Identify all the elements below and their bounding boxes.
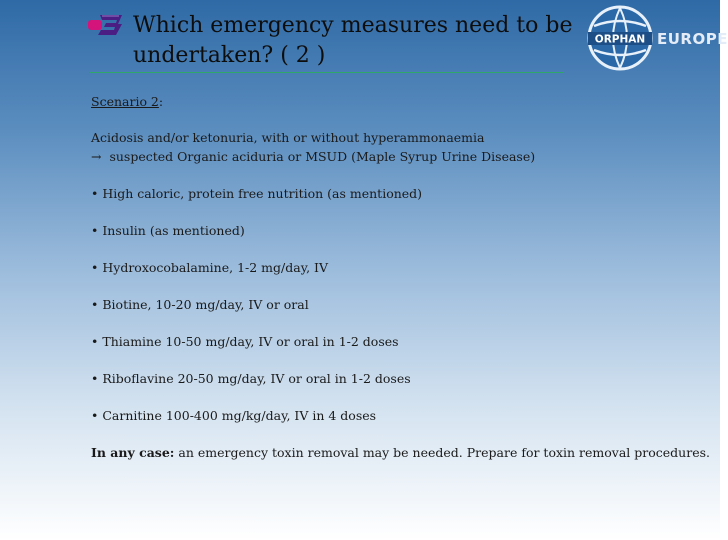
conclusion xyxy=(91,445,710,460)
bullet-icon: • xyxy=(91,334,99,349)
scenario-colon: : xyxy=(158,94,164,109)
suspected-line xyxy=(91,149,535,164)
scenario-description: Acidosis and/or ketonuria, with or without hyperammonaemia xyxy=(91,130,485,145)
list-item xyxy=(91,297,309,312)
measure-text: Insulin (as mentioned) xyxy=(102,223,245,238)
bullet-icon: • xyxy=(91,371,99,386)
title-line-2: undertaken? ( 2 ) xyxy=(133,43,326,68)
measure-text: Biotine, 10-20 mg/day, IV or oral xyxy=(102,297,309,312)
measure-text: Riboflavine 20-50 mg/day, IV or oral in 1-2 doses xyxy=(102,371,411,386)
list-item xyxy=(91,334,399,349)
scenario-label: Scenario 2 xyxy=(91,94,159,109)
measure-text: Carnitine 100-400 mg/kg/day, IV in 4 doses xyxy=(102,408,377,423)
bullet-icon: • xyxy=(91,297,99,312)
title-divider xyxy=(90,72,564,73)
list-item xyxy=(91,408,376,423)
list-item xyxy=(91,186,422,201)
page-title xyxy=(133,11,583,71)
orphan-europe-logo xyxy=(586,4,728,72)
scenario-heading xyxy=(91,94,163,109)
conclusion-label: In any case: xyxy=(91,445,175,460)
measure-text: High caloric, protein free nutrition (as mentioned) xyxy=(102,186,423,201)
section-three-icon xyxy=(88,12,126,38)
list-item xyxy=(91,223,245,238)
logo-tagline: EUROPE xyxy=(657,30,728,48)
measure-text: Thiamine 10-50 mg/day, IV or oral in 1-2 doses xyxy=(102,334,399,349)
bullet-icon: • xyxy=(91,186,99,201)
bullet-icon: • xyxy=(91,260,99,275)
bullet-icon: • xyxy=(91,223,99,238)
logo-wordmark: ORPHAN xyxy=(594,33,646,46)
list-item xyxy=(91,260,328,275)
suspected-text: suspected Organic aciduria or MSUD (Maple Syrup Urine Disease) xyxy=(109,149,536,164)
title-line-1: Which emergency measures need to be xyxy=(133,13,573,38)
arrow-icon: → xyxy=(91,149,102,164)
list-item xyxy=(91,371,411,386)
bullet-icon: • xyxy=(91,408,99,423)
globe-logo-icon xyxy=(586,4,654,72)
measure-text: Hydroxocobalamine, 1-2 mg/day, IV xyxy=(102,260,329,275)
conclusion-text: an emergency toxin removal may be needed. Prepare for toxin removal procedures. xyxy=(178,445,710,460)
